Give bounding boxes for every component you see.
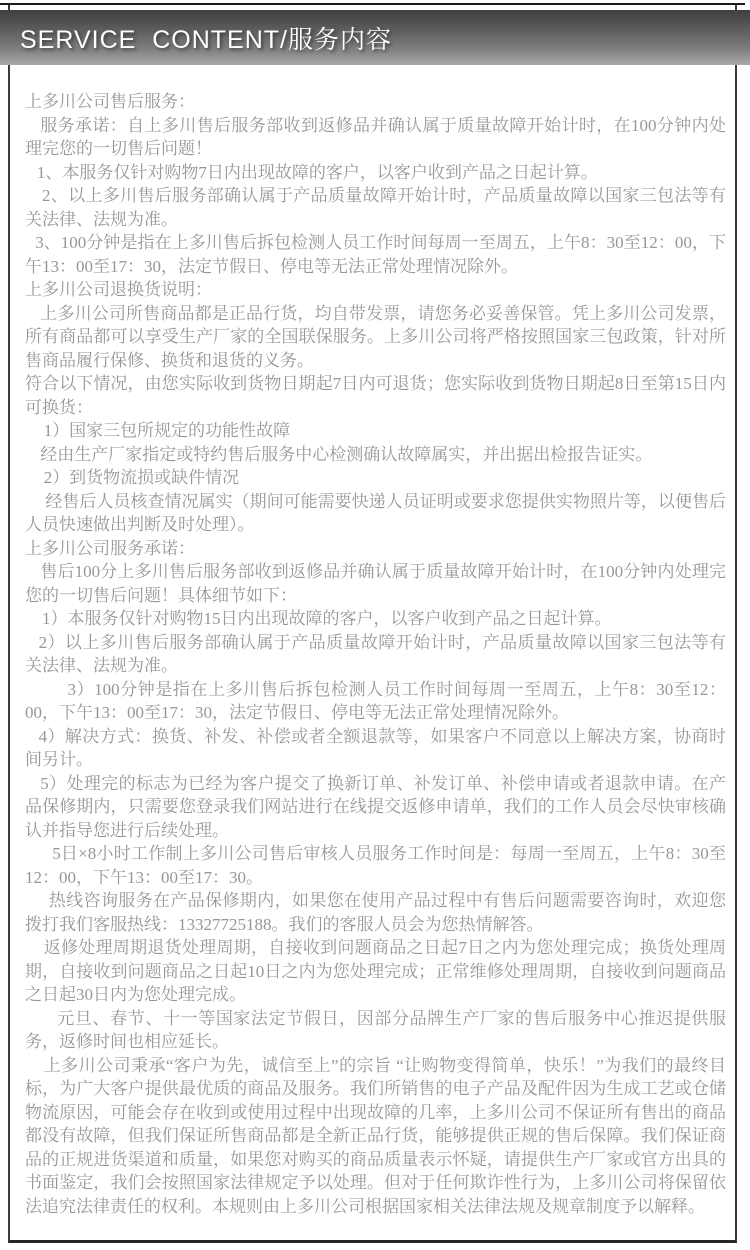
paragraph: 经售后人员核查情况属实（期间可能需要快递人员证明或要求您提供实物照片等，以便售后人员快速做出判断及时处理）。 — [25, 491, 726, 534]
paragraph: 3）100分钟是指在上多川售后拆包检测人员工作时间每周一至周五，上午8：30至12：00，下午13：00至17：30，法定节假日、停电等无法正常处理情况除外。 — [25, 679, 726, 722]
paragraph: 4）解决方式：换货、补发、补偿或者全额退款等，如果客户不同意以上解决方案，协商时间另计。 — [25, 726, 726, 769]
paragraph: 上多川公司服务承诺： — [25, 538, 195, 558]
paragraph: 1、本服务仅针对购物7日内出现故障的客户，以客户收到产品之日起计算。 — [36, 162, 598, 182]
paragraph: 5日×8小时工作制上多川公司售后审核人员服务工作时间是：每周一至周五，上午8：30至12：00，下午13：00至17：30。 — [25, 844, 726, 887]
banner-title: SERVICE CONTENT/服务内容 — [20, 25, 392, 54]
paragraph: 经由生产厂家指定或特约售后服务中心检测确认故障属实，并出据出检报告证实。 — [40, 444, 653, 464]
paragraph: 上多川公司售后服务： — [25, 92, 195, 111]
paragraph: 上多川公司秉承“客户为先，诚信至上”的宗旨 “让购物变得简单，快乐！”为我们的最终目标，为广大客户提供最优质的商品及服务。我们所销售的电子产品及配件因为生成工艺或仓储物流原因，可能会存在收到或使用过程中出现故障的几率，上多川公司不保证所有售出的商品都没有故障，但我们保证所售商品都是全新正品行货，能够提供正规的售后保障。我们保证商品的正规进货渠道和质量，如果您对购买的商品质量表示怀疑，请提供生产厂家或官方出具的书面鉴定，我们会按照国家法律规定予以处理。但对于任何欺诈性行为，上多川公司将保留依法追究法律责任的权利。本规则由上多川公司根据国家相关法律法规及规章制度予以解释。 — [25, 1055, 726, 1216]
paragraph: 返修处理周期退货处理周期，自接收到问题商品之日起7日之内为您处理完成；换货处理周期，自接收到问题商品之日起10日之内为您处理完成；正常维修处理周期，自接收到问题商品之日起30日内为您处理完成。 — [25, 938, 726, 1004]
paragraph: 2、以上多川售后服务部确认属于产品质量故障开始计时，产品质量故障以国家三包法等有关法律、法规为准。 — [25, 186, 726, 229]
paragraph: 2）到货物流损或缺件情况 — [43, 468, 240, 487]
paragraph: 热线咨询服务在产品保修期内，如果您在使用产品过程中有售后问题需要咨询时，欢迎您拨打我们客服热线：13327725188。我们的客服人员会为您热情解答。 — [25, 891, 726, 934]
paragraph: 2）以上多川售后服务部确认属于产品质量故障开始计时，产品质量故障以国家三包法等有关法律、法规为准。 — [25, 632, 726, 675]
service-text-body — [10, 5, 735, 1218]
service-content-banner — [0, 10, 750, 65]
paragraph: 上多川公司退换货说明： — [25, 280, 212, 299]
paragraph: 服务承诺：自上多川售后服务部收到返修品并确认属于质量故障开始计时，在100分钟内处理完您的一切售后问题！ — [25, 115, 726, 158]
paragraph: 售后100分上多川售后服务部收到返修品并确认属于质量故障开始计时，在100分钟内处理完您的一切售后问题！具体细节如下： — [25, 562, 726, 605]
paragraph: 元旦、春节、十一等国家法定节假日，因部分品牌生产厂家的售后服务中心推迟提供服务，返修时间也相应延长。 — [25, 1008, 726, 1051]
paragraph: 1）国家三包所规定的功能性故障 — [43, 421, 291, 440]
paragraph: 符合以下情况，由您实际收到货物日期起7日内可退货；您实际收到货物日期起8日至第15日内可换货： — [25, 374, 726, 417]
paragraph: 5）处理完的标志为已经为客户提交了换新订单、补发订单、补偿申请或者退款申请。在产品保修期内，只需要您登录我们网站进行在线提交返修申请单，我们的工作人员会尽快审核确认并指导您进行后续处理。 — [25, 773, 726, 840]
paragraph: 1）本服务仅针对购物15日内出现故障的客户，以客户收到产品之日起计算。 — [42, 609, 612, 628]
paragraph: 上多川公司所售商品都是正品行货，均自带发票，请您务必妥善保管。凭上多川公司发票，所有商品都可以享受生产厂家的全国联保服务。上多川公司将严格按照国家三包政策，针对所售商品履行保修、换货和退货的义务。 — [25, 303, 726, 370]
paragraph: 3、100分钟是指在上多川售后拆包检测人员工作时间每周一至周五，上午8：30至12：00，下午13：00至17：30，法定节假日、停电等无法正常处理情况除外。 — [25, 233, 726, 276]
content-frame — [8, 5, 737, 1243]
